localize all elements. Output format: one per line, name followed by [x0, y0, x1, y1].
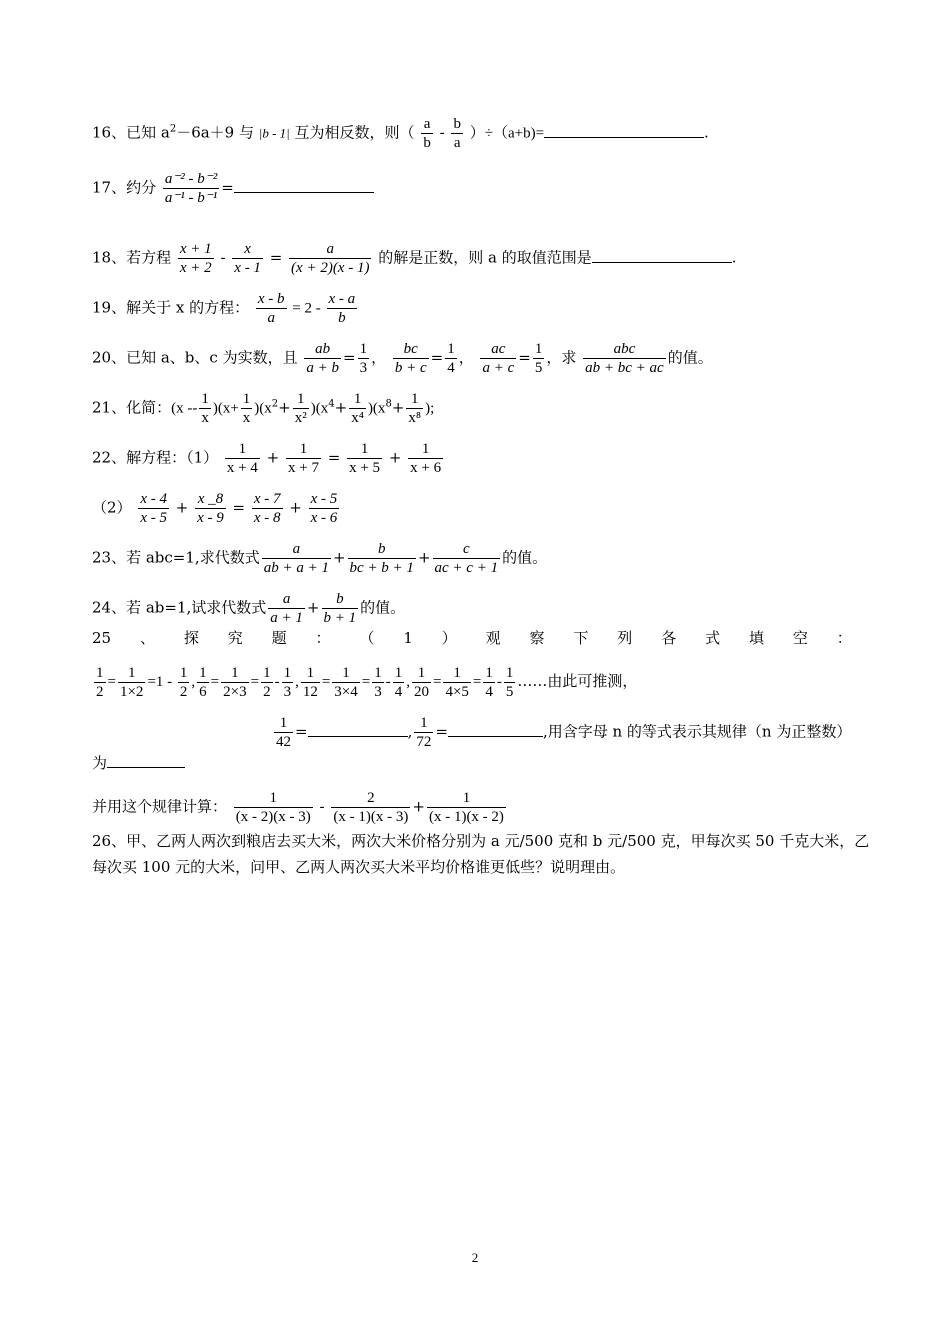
q21-text-7: )(x [367, 400, 386, 417]
q16-fraction-a-over-b [421, 115, 433, 152]
q21-frac-2 [241, 390, 253, 427]
q21-f1-num: 1 [201, 391, 209, 407]
q25-g1-rhs [178, 664, 190, 701]
q25-rule-text: ,用含字母 n 的等式表示其规律（n 为正整数） [542, 722, 852, 741]
q19-f1-num: x - b [257, 291, 285, 307]
q25-h1 [234, 789, 313, 826]
q24-frac-1 [268, 590, 305, 627]
q25-num: 1 [374, 665, 382, 681]
q16-text-d: ）÷（a+b)= [469, 125, 545, 142]
q22-text-1: 解方程：（1） [126, 448, 219, 467]
question-25-heading [92, 628, 852, 648]
q16-f2-den: a [451, 133, 463, 152]
q16-f2-num: b [453, 116, 461, 132]
q25-g2-r2 [282, 664, 294, 701]
q16-absolute-value: |b - 1| [258, 125, 290, 141]
q20-v1-den: 3 [359, 360, 368, 376]
q25-num: 1 [263, 665, 271, 681]
q24-frac-2 [322, 590, 359, 627]
q20-f1-den: a + b [306, 360, 339, 376]
question-19 [92, 290, 359, 327]
q21-plus-2: + [334, 398, 348, 417]
q25-g1-lhs [94, 664, 106, 701]
q20-value-2 [445, 340, 457, 377]
q23-f2-num: b [377, 541, 386, 557]
q18-text-1: 若方程 [126, 248, 172, 267]
q21-exp-4: 4 [328, 398, 335, 410]
q19-equals: = 2 - [288, 300, 325, 317]
q23-f3-den: ac + c + 1 [434, 560, 499, 576]
q25-char: 、 [139, 629, 155, 647]
question-24: 24、若 ab=1,试求代数式 $\frac{a}{a + 1}$ + $\frac{b}{b + 1}$ 的值。 [92, 591, 406, 626]
q19-f2-num: x - a [328, 291, 356, 307]
q17-answer-blank[interactable] [234, 178, 374, 193]
q21-f1-den: x [201, 410, 209, 426]
q21-text-9: ); [425, 400, 435, 417]
q20-v3-num: 1 [534, 341, 543, 357]
q18-f3-den: (x + 2)(x - 1) [291, 260, 370, 276]
q25-den: 4 [485, 684, 493, 700]
q25-prediction-line: $\frac{1}{42}$ = , $\frac{1}{72}$ = ,用含字母 n 的等式表示其规律（n 为正整数） [276, 715, 852, 750]
q25-num: 1 [462, 790, 471, 806]
q25-den: 6 [199, 684, 207, 700]
q18-fraction-1 [178, 240, 214, 277]
q16-exponent: 2 [169, 123, 177, 135]
q21-plus-1: + [278, 398, 291, 417]
question-21 [92, 390, 434, 427]
q20-fraction-ac [480, 340, 516, 377]
q18-text-2: 的解是正数，则 a 的取值范围是 [378, 248, 592, 267]
q22-c1-den: x - 5 [140, 510, 167, 526]
q24-text-1: 若 ab=1,试求代数式 [126, 598, 267, 617]
q25-char: 空 [792, 629, 808, 647]
q25-h2 [331, 789, 410, 826]
q25-g4-lhs [412, 664, 431, 701]
q16-answer-blank[interactable] [544, 123, 704, 138]
q25-eq-one-minus: =1 - [147, 673, 176, 690]
q21-text-2: )(x+ [212, 400, 239, 417]
q25-num: 1 [269, 790, 278, 806]
q23-number: 23、 [92, 548, 127, 567]
q22-equals-2: = [227, 498, 250, 517]
q24-f1-den: a + 1 [270, 610, 303, 626]
q16-text-c: 互为相反数，则（ [294, 123, 415, 142]
q22-c4-den: x - 6 [310, 510, 338, 526]
q23-text-1: 若 abc=1,求代数式 [126, 548, 260, 567]
q18-period: . [731, 248, 737, 267]
q21-text-3: )(x [254, 400, 272, 417]
q25-den: 3 [283, 684, 292, 700]
q25-char: 各 [661, 629, 677, 647]
q20-text-2: ，求 [546, 348, 577, 367]
q22-equals-1: = [322, 448, 346, 467]
q22-frac-a4 [408, 440, 443, 477]
q23-f1-num: a [292, 541, 301, 557]
q20-value-1 [358, 340, 370, 377]
q25-g2-mid [221, 664, 248, 701]
question-22-part-1 [92, 440, 445, 477]
q21-text-5: )(x [310, 400, 329, 417]
question-18 [92, 240, 737, 277]
q16-f1-num: a [423, 116, 431, 132]
question-23: 23、若 abc=1,求代数式 $\frac{a}{ab + a + 1}$ + $\frac{b}{bc + b + 1}$ + $\frac{c}{ac + c + 1}$ 的值。 [92, 541, 548, 576]
q21-f2-den: x [242, 410, 251, 426]
q16-f1-den: b [423, 135, 431, 151]
q25-char: ） [441, 629, 457, 647]
question-16 [92, 115, 709, 152]
q25-rule-blank[interactable] [107, 753, 185, 768]
q16-text-b: －6a＋9 与 [176, 123, 254, 142]
q17-text: 约分 [126, 178, 157, 197]
q16-minus: - [434, 123, 450, 142]
q20-fraction-abc [583, 340, 666, 377]
question-26: 26、甲、乙两人两次到粮店去买大米，两次大米价格分别为 a 元/500 克和 b 元/500 克，甲每次买 50 千克大米，乙每次买 100 元的大米，问甲、乙两人两次买大米平均价格谁更低些？说明理由。 [92, 832, 870, 876]
q25-h3 [427, 789, 506, 826]
q21-text-1: 化简：(x -- [126, 400, 198, 417]
q25-den: 2 [96, 684, 104, 700]
q25-one-over-72 [414, 714, 433, 751]
q18-f2-den: x - 1 [234, 260, 261, 276]
q20-v3-den: 5 [534, 360, 543, 376]
q20-value-3 [533, 340, 545, 377]
q18-number: 18、 [92, 248, 127, 267]
q25-g4-mid [443, 664, 470, 701]
q16-fraction-b-over-a [451, 115, 463, 152]
q22-c4-num: x - 5 [310, 491, 338, 507]
q24-text-2: 的值。 [360, 598, 406, 617]
q25-g4-r1 [483, 664, 495, 701]
q25-g3-mid [332, 664, 359, 701]
q23-f2-den: bc + b + 1 [349, 560, 414, 576]
q25-g1-mid [118, 664, 145, 701]
q18-equals: = [264, 248, 288, 267]
q18-f1-num: x + 1 [179, 241, 212, 257]
q22-a2-den: x + 7 [288, 460, 319, 476]
q21-f4-den: x⁴ [351, 410, 364, 426]
q25-den: 4×5 [445, 684, 469, 700]
q25-den: 2 [179, 684, 188, 700]
q22-plus-4: + [284, 498, 307, 517]
q18-f1-den: x + 2 [179, 260, 212, 276]
q25-char: ： [315, 629, 331, 647]
q25-g3-lhs [301, 664, 320, 701]
q16-period: . [704, 123, 709, 142]
q22-a1-num: 1 [238, 441, 247, 457]
q21-frac-1 [199, 390, 211, 427]
q25-num: 1 [199, 665, 207, 681]
q21-f3-num: 1 [297, 391, 305, 407]
q21-exp-2: 2 [271, 398, 279, 410]
q25-num: 1 [231, 665, 239, 681]
q21-exp-8: 8 [385, 398, 392, 410]
q16-text-a: 已知 a [126, 123, 170, 142]
q25-wei: 为 [92, 754, 108, 772]
q21-frac-4 [349, 390, 366, 427]
question-17 [92, 170, 374, 207]
q20-f3-num: ac [491, 341, 506, 357]
q25-num: 2 [367, 790, 375, 806]
q24-f2-den: b + 1 [323, 610, 357, 626]
q25-char: 式 [705, 629, 721, 647]
question-22-part-2 [92, 490, 341, 527]
q25-inference-text: ……由此可推测， [517, 671, 638, 690]
q25-num: 1 [179, 665, 188, 681]
q24-f2-num: b [336, 591, 344, 607]
q17-equals: = [221, 178, 234, 197]
q22-a2-num: 1 [299, 441, 308, 457]
q25-num: 1 [306, 665, 315, 681]
q22-c3-den: x - 8 [253, 510, 281, 526]
q20-fraction-bc [393, 340, 429, 377]
q20-f2-den: b + c [394, 360, 427, 376]
q23-f1-den: ab + a + 1 [263, 560, 329, 576]
q22-a4-num: 1 [421, 441, 430, 457]
q22-frac-c1 [138, 490, 169, 527]
q25-den: 4 [394, 684, 403, 700]
q17-num: a⁻² - b⁻² [164, 171, 218, 187]
q25-den: 2×3 [223, 684, 247, 700]
q25-den: 5 [505, 684, 514, 700]
q25-den: (x - 2)(x - 3) [235, 809, 311, 825]
q25-den: 12 [302, 684, 318, 700]
q20-f3-den: a + c [482, 360, 515, 376]
q25-num: 1 [127, 665, 136, 681]
q20-v1-num: 1 [359, 341, 368, 357]
q25-char: 填 [748, 629, 764, 647]
q25-char: 观 [485, 629, 501, 647]
q17-den: a⁻¹ - b⁻¹ [164, 190, 218, 206]
q22-plus-1: + [261, 448, 284, 467]
q24-number: 24、 [92, 598, 127, 617]
q22-frac-a2 [286, 440, 321, 477]
q20-v2-den: 4 [447, 360, 455, 376]
q20-f2-num: bc [403, 341, 418, 357]
q25-num: 1 [283, 665, 292, 681]
q22-frac-c2 [195, 490, 226, 527]
q25-char: 探 [183, 629, 199, 647]
q25-num: 1 [485, 665, 493, 681]
q22-a4-den: x + 6 [410, 460, 442, 476]
q25-num: 1 [279, 715, 288, 731]
q23-frac-2 [348, 540, 416, 577]
q21-f5-num: 1 [411, 391, 419, 407]
q17-fraction [163, 170, 219, 207]
q25-num: 1 [453, 665, 461, 681]
q25-den: 20 [413, 684, 429, 700]
q20-f1-num: ab [315, 341, 331, 357]
q20-f4-num: abc [613, 341, 636, 357]
q25-char: 1 [403, 629, 413, 647]
q21-f4-num: 1 [353, 391, 362, 407]
q25-calc-line: 并用这个规律计算： $\frac{1}{(x - 2)(x - 3)}$ - $\frac{2}{(x - 1)(x - 3)}$ + $\frac{1}{(x - 1)(x - 2)}$ [92, 790, 504, 825]
q21-number: 21、 [92, 398, 127, 417]
q25-blank-72[interactable] [448, 722, 543, 737]
q25-den: 2 [263, 684, 271, 700]
q21-frac-5 [406, 390, 423, 427]
q22-plus-2: + [384, 448, 407, 467]
q25-blank-42[interactable] [308, 722, 408, 737]
q23-text-2: 的值。 [502, 548, 548, 567]
q21-plus-3: + [391, 398, 405, 417]
q25-calc-text: 并用这个规律计算： [92, 797, 228, 816]
q22-frac-a1 [225, 440, 260, 477]
q25-g2-r1 [261, 664, 273, 701]
q21-frac-3 [293, 390, 309, 427]
q23-frac-3 [433, 540, 501, 577]
q25-num: 1 [342, 665, 350, 681]
q17-number: 17、 [92, 178, 127, 197]
q25-den: 72 [416, 734, 432, 750]
q25-char: ： [836, 629, 852, 647]
q22-frac-c3 [252, 490, 283, 527]
q18-minus: - [215, 248, 231, 267]
q22-frac-c4 [309, 490, 340, 527]
q20-v2-num: 1 [447, 341, 455, 357]
q19-fraction-1 [256, 290, 287, 327]
q25-g3-r2 [393, 664, 405, 701]
q22-a3-num: 1 [360, 441, 369, 457]
q25-char: 察 [529, 629, 545, 647]
q24-f1-num: a [282, 591, 291, 607]
q25-den: 42 [276, 734, 291, 750]
q22-text-2: （2） [92, 498, 132, 517]
q25-g3-r1 [372, 664, 384, 701]
q20-text-1: 已知 a、b、c 为实数，且 [126, 348, 298, 367]
q25-one-over-42 [274, 714, 293, 751]
q19-text: 解关于 x 的方程： [126, 298, 250, 317]
q25-den: (x - 1)(x - 2) [428, 809, 504, 825]
q25-rule-line [92, 753, 185, 773]
q23-f3-num: c [462, 541, 470, 557]
q18-f3-num: a [326, 241, 334, 257]
q25-g4-r2 [504, 664, 516, 701]
q20-text-3: 的值。 [667, 348, 713, 367]
q25-num: 1 [394, 665, 403, 681]
q22-plus-3: + [170, 498, 194, 517]
q25-den: 3×4 [334, 684, 358, 700]
q19-fraction-2 [327, 290, 358, 327]
q18-fraction-2 [232, 240, 263, 277]
q18-fraction-3 [289, 240, 371, 277]
q21-f2-num: 1 [242, 391, 251, 407]
q22-a1-den: x + 4 [226, 460, 258, 476]
q25-den: 3 [374, 684, 382, 700]
q25-den: (x - 1)(x - 3) [333, 809, 409, 825]
q20-number: 20、 [92, 348, 127, 367]
q20-fraction-ab [304, 340, 341, 377]
q25-pattern-line: $\frac{1}{2}$ = $\frac{1}{1\times 2}$ =1 - $\frac{1}{2}$ , $\frac{1}{6}$ = $\frac{1}{2\times 3}$ = $\frac{1}{2}$ - $\frac{1}{3}$ , $\frac{1}{12}$ = $\frac{1}{3\times 4}$ = $\frac{1}{3}$ - $\frac{1}{4}$ , $\frac{1}{20}$ = $\frac{1}{4\times 5}$ = $\frac{1}{4}$ - $\frac{1}{5}$ ……由此可推测， [96, 665, 638, 700]
q21-f3-den: x² [294, 410, 307, 426]
q22-a3-den: x + 5 [349, 460, 381, 476]
q25-num: 1 [505, 665, 514, 681]
q20-f4-den: ab + bc + ac [585, 360, 664, 376]
question-20: 20、已知 a、b、c 为实数，且 $\frac{ab}{a + b}$ = $\frac{1}{3}$ ， $\frac{bc}{b + c}$ = $\frac{1}{4}$ ， $\frac{ac}{a + c}$ = $\frac{1}{5}$ ，求 $\frac{\text{abc}}{ab + bc + ac}$ 的值。 [92, 341, 713, 376]
q16-number: 16、 [92, 123, 127, 142]
page-number: 2 [471, 1250, 479, 1265]
q25-char: 25 [92, 629, 112, 647]
q25-char: 题 [271, 629, 287, 647]
q25-num: 1 [417, 665, 426, 681]
q21-f5-den: x⁸ [408, 410, 422, 426]
q18-f2-num: x [244, 241, 251, 257]
q25-den: 1×2 [119, 684, 144, 700]
q22-c1-num: x - 4 [140, 491, 167, 507]
q25-char: 列 [617, 629, 633, 647]
q22-number: 22、 [92, 448, 127, 467]
q25-g2-lhs [197, 664, 209, 701]
q25-char: 下 [573, 629, 589, 647]
q25-char: 究 [227, 629, 243, 647]
q19-f2-den: b [327, 308, 358, 327]
q25-char: （ [359, 629, 375, 647]
q22-c2-den: x - 9 [197, 510, 224, 526]
q22-c3-num: x - 7 [253, 491, 281, 507]
q25-num: 1 [96, 665, 104, 681]
q22-c2-num: x _8 [197, 491, 224, 507]
q25-num: 1 [420, 715, 428, 731]
q19-number: 19、 [92, 298, 127, 317]
q23-frac-1 [262, 540, 331, 577]
q19-f1-den: a [256, 308, 287, 327]
q22-frac-a3 [347, 440, 382, 477]
q18-answer-blank[interactable] [592, 248, 732, 263]
